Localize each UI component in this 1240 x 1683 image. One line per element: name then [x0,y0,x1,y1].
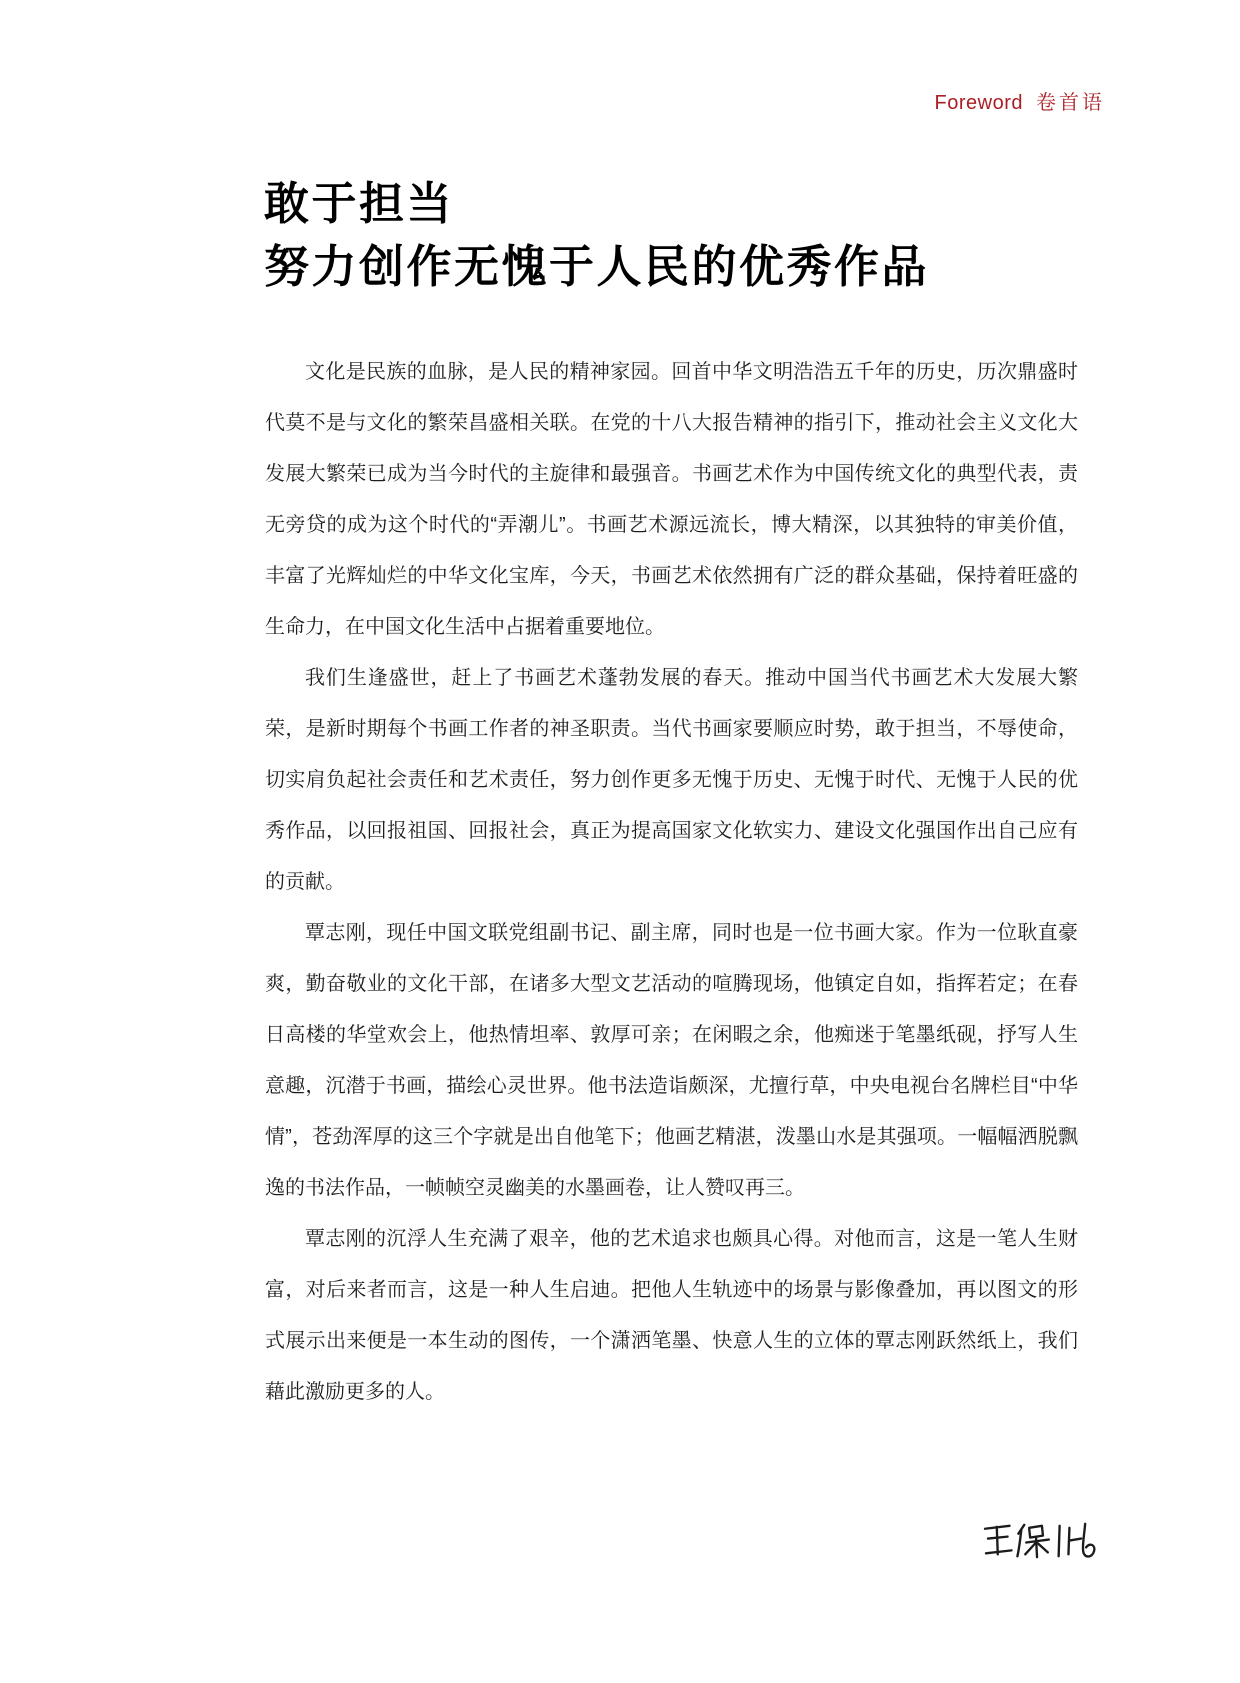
paragraph: 覃志刚，现任中国文联党组副书记、副主席，同时也是一位书画大家。作为一位耿直豪爽，勤奋敬业的文化干部，在诸多大型文艺活动的喧腾现场，他镇定自如，指挥若定；在春日高楼的华堂欢会上，他热情坦率、敦厚可亲；在闲暇之余，他痴迷于笔墨纸砚，抒写人生意趣，沉潜于书画，描绘心灵世界。他书法造诣颇深，尤擅行草，中央电视台名牌栏目“中华情”，苍劲浑厚的这三个字就是出自他笔下；他画艺精湛，泼墨山水是其强项。一幅幅洒脱飘逸的书法作品，一帧帧空灵幽美的水墨画卷，让人赞叹再三。 [265,922,1078,1199]
paragraph: 文化是民族的血脉，是人民的精神家园。回首中华文明浩浩五千年的历史，历次鼎盛时代莫不是与文化的繁荣昌盛相关联。在党的十八大报告精神的指引下，推动社会主义文化大发展大繁荣已成为当今时代的主旋律和最强音。书画艺术作为中国传统文化的典型代表，责无旁贷的成为这个时代的“弄潮儿”。书画艺术源远流长，博大精深，以其独特的审美价值，丰富了光辉灿烂的中华文化宝库，今天，书画艺术依然拥有广泛的群众基础，保持着旺盛的生命力，在中国文化生活中占据着重要地位。 [265,361,1078,638]
foreword-article [265,347,1078,1418]
paragraph: 我们生逢盛世，赶上了书画艺术蓬勃发展的春天。推动中国当代书画艺术大发展大繁荣，是新时期每个书画工作者的神圣职责。当代书画家要顺应时势，敢于担当，不辱使命，切实肩负起社会责任和艺术责任，努力创作更多无愧于历史、无愧于时代、无愧于人民的优秀作品，以回报祖国、回报社会，真正为提高国家文化软实力、建设文化强国作出自己应有的贡献。 [265,667,1078,893]
foreword-label-english: Foreword [934,92,1023,114]
signature [975,1516,1103,1570]
signature-handwriting-icon [975,1516,1103,1570]
page-title [264,172,929,298]
page-title-line-1: 敢于担当 [264,177,455,230]
foreword-header-label [935,86,1105,115]
paragraph: 覃志刚的沉浮人生充满了艰辛，他的艺术追求也颇具心得。对他而言，这是一笔人生财富，对后来者而言，这是一种人生启迪。把他人生轨迹中的场景与影像叠加，再以图文的形式展示出来便是一本生动的图传，一个潇洒笔墨、快意人生的立体的覃志刚跃然纸上，我们藉此激励更多的人。 [265,1228,1078,1403]
foreword-label-chinese: 卷首语 [1036,92,1105,114]
page-title-line-2: 努力创作无愧于人民的优秀作品 [264,240,930,293]
